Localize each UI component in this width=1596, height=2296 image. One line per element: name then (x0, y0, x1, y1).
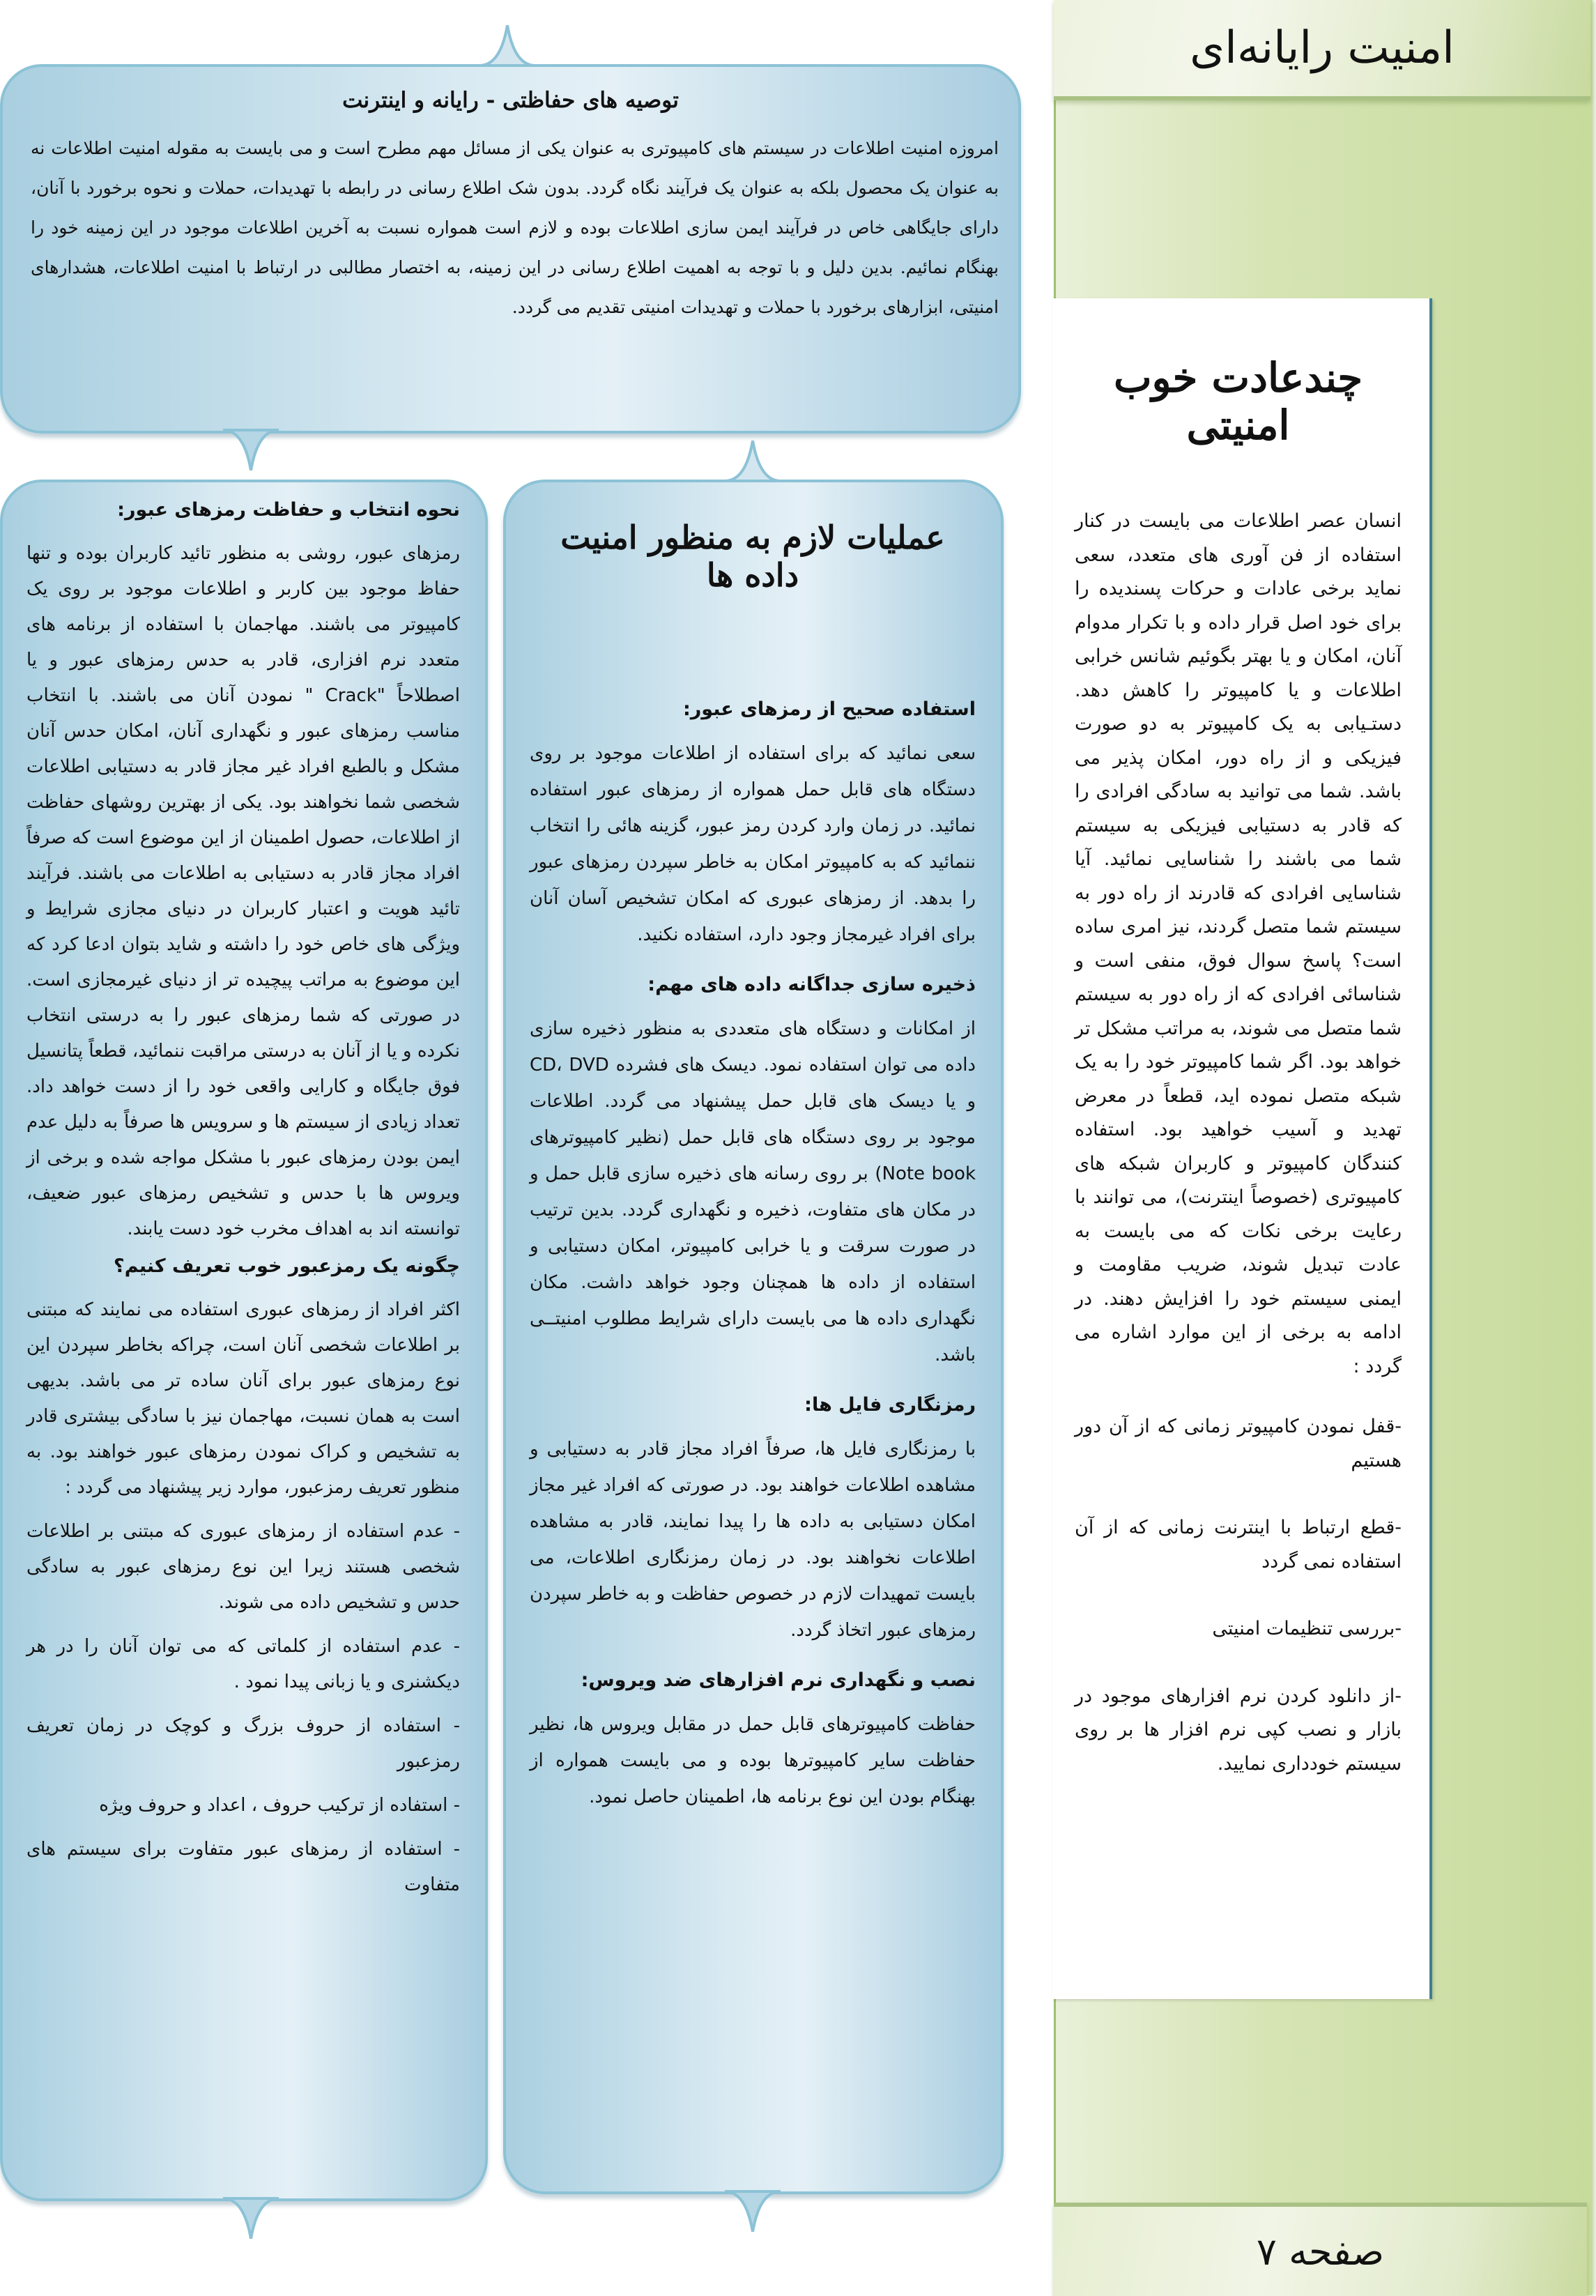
section-heading: ذخیره سازی جداگانه داده های مهم: (647, 974, 976, 995)
good-habits-card (1052, 298, 1432, 1999)
section-body: از امکانات و دستگاه های متعددی به منظور ذخیره سازی داده می توان استفاده نمود. دیسک های فشرده CD، DVD و یا دیسک های قابل حمل پیشنهاد می گردد. اطلاعات موجود بر روی دستگاه های قابل حمل (نظیر کامپیوترهای Note book) بر روی رسانه های ذخیره سازی قابل حمل و در مکان های متفاوت، ذخیره و نگهداری گردد. بدین ترتیب در صورت سرقت و یا خرابی کامپیوتر، امکان دستیابی و استفاده از داده ها همچنان وجود خواهد داشت. مکان نگهداری داده ها می بایست دارای شرایط مطلوب امنیتــی باشد. (530, 1018, 976, 1365)
section-heading: نصب و نگهداری نرم افزارهای ضد ویروس: (581, 1669, 976, 1691)
section-backup (530, 974, 976, 1373)
good-habits-list (1075, 1410, 1402, 1781)
good-habits-intro: انسان عصر اطلاعات می بایست در کنار استفاده از فن آوری های متعدد، سعی نماید برخی عادات و حرکات پسندیده را برای خود اصل قرار داده و با تکرار مدوام آنان، امکان و یا بهتر بگوئیم شانس خرابی اطلاعات و یا کامپیوتر را کاهش دهد. دستـیابی به یک کامپیوتر به دو صورت فیزیکی و از راه دور، امکان پذیر می باشد. شما می توانید به سادگی افرادی را که قادر به دستیابی فیزیکی به سیستم شما می باشند را شناسایی نمائید. آیا شناسایی افرادی که قادرند از راه دور به سیستم شما متصل گردند، نیز امری ساده است؟ پاسخ سوال فوق، منفی است و شناسائی افرادی که از راه دور به سیستم شما متصل می شوند، به مراتب مشکل تر خواهد بود. اگر شما کامپیوتر خود را به یک شبکه متصل نموده اید، قطعاً در معرض تهدید و آسیب خواهید بود. استفاده کنندگان کامپیوتر و کاربران شبکه های کامپیوتری (خصوصاً اینترنت)، می توانند با رعایت برخی نکات که می بایست به عادت تبدیل شوند، ضریب مقاومت و ایمنی سیستم خود را افزایش دهند. در ادامه به برخی از این موارد اشاره می گردد : (1075, 510, 1402, 1377)
security-tips-body: امروزه امنیت اطلاعات در سیستم های کامپیوتری به عنوان یکی از مسائل مهم مطرح است و می بایست به مقوله امنیت اطلاعات نه به عنوان یک محصول بلکه به عنوان یک فرآیند نگاه گردد. بدون شک اطلاع رسانی در رابطه با تهدیدات، حملات و نحوه برخورد با آنان، دارای جایگاهی خاص در فرآیند ایمن سازی اطلاعات بوده و لازم است همواره نسبت به آخرین اطلاعات موجود در این زمینه خود را بهنگام نمائیم. بدین دلیل و با توجه به اهمیت اطلاع رسانی در این زمینه، به اختصار مطالبی در ارتباط با امنیت اطلاعات، هشدارهای امنیتی، ابزارهای برخورد با حملات و تهدیدات امنیتی تقدیم می گردد. (31, 138, 999, 317)
good-password-heading: چگونه یک رمزعبور خوب تعریف کنیم؟ (114, 1255, 460, 1277)
password-rule-item: - استفاده از ترکیب حروف ، اعداد و حروف ویژه (99, 1795, 460, 1816)
section-title-band (1054, 0, 1590, 100)
good-password-body: اکثر افراد از رمزهای عبوری استفاده می نمایند که مبتنی بر اطلاعات شخصی آنان است، چراکه بخاطر سپردن این نوع رمزهای عبور برای آنان ساده تر می باشد. بدیهی است به همان نسبت، مهاجمان نیز با سادگی بیشتری قادر به تشخیص و کراک نمودن رمزهای عبور خواهند بود. به منظور تعریف رمزعبور، موارد زیر پیشنهاد می گردد : (26, 1299, 460, 1498)
habit-item: -بررسی تنظیمات امنیتی (1212, 1618, 1402, 1639)
data-security-title: عملیات لازم به منظور امنیت داده ها (560, 519, 945, 594)
section-body: سعی نمائید که برای استفاده از اطلاعات موجود بر روی دستگاه های قابل حمل همواره از رمزهای عبور استفاده نمائید. در زمان وارد کردن رمز عبور، گزینه هائی را انتخاب ننمائید که به کامپیوتر امکان به خاطر سپردن رمزهای عبور را بدهد. از رمزهای عبوری که امکان تشخیص آسان آنان برای افراد غیرمجاز وجود دارد، استفاده نکنید. (530, 743, 976, 945)
habit-item: -قفل نمودن کامپیوتر زمانی که از آن دور هستیم (1075, 1416, 1402, 1471)
habit-item: -از دانلود کردن نرم افزارهای موجود در بازار و نصب کپی نرم افزار ها بر روی سیستم خودداری نمایید. (1075, 1685, 1402, 1775)
data-security-callout (503, 480, 1004, 2194)
password-rule-item: - استفاده از رمزهای عبور متفاوت برای سیستم های متفاوت (26, 1839, 460, 1895)
password-guide-callout (0, 480, 488, 2201)
callout-pointer-bottom (223, 2197, 279, 2239)
page-number: صفحه ۷ (1256, 2229, 1385, 2274)
good-habits-title: چندعادت خوب امنیتی (1113, 354, 1363, 449)
section-body: با رمزنگاری فایل ها، صرفاً افراد مجاز قادر به دستیابی و مشاهده اطلاعات خواهند بود. در صورتی که افراد غیر مجاز امکان دستیابی به داده ها را پیدا نمایند، قادر به مشاهده اطلاعات نخواهند بود. در زمان رمزنگاری اطلاعات، می بایست تمهیدات لازم در خصوص حفاظت و به خاطر سپردن رمزهای عبور اتخاذ گردد. (530, 1439, 976, 1641)
password-selection-heading: نحوه انتخاب و حفاظت رمزهای عبور: (117, 499, 460, 521)
section-encryption (530, 1394, 976, 1648)
callout-pointer-top (479, 25, 535, 67)
section-passwords (530, 698, 976, 953)
callout-pointer-top (725, 441, 781, 482)
section-antivirus (530, 1669, 976, 1815)
page-number-band (1054, 2203, 1587, 2296)
callout-pointer-bottom (223, 429, 279, 470)
section-body: حفاظت کامپیوترهای قابل حمل در مقابل ویروس ها، نظیر حفاظت سایر کامپیوترها بوده و می بایست همواره از بهنگام بودن این نوع برنامه ها، اطمینان حاصل نمود. (530, 1714, 976, 1807)
callout-pointer-bottom (725, 2190, 781, 2232)
security-tips-title: توصیه های حفاظتی - رایانه و اینترنت (342, 88, 679, 113)
section-heading: رمزنگاری فایل ها: (804, 1394, 976, 1416)
password-rule-item: - استفاده از حروف بزرگ و کوچک در زمان تعریف رمزعبور (26, 1715, 460, 1772)
password-rule-item: - عدم استفاده از کلماتی که می توان آنان را در هر دیکشنری و یا زبانی پیدا نمود . (26, 1636, 460, 1692)
password-rule-item: - عدم استفاده از رمزهای عبوری که مبتنی بر اطلاعات شخصی هستند زیرا این نوع رمزهای عبور به سادگی حدس و تشخیص داده می شوند. (26, 1521, 460, 1613)
password-selection-body: رمزهای عبور، روشی به منظور تائید کاربران بوده و تنها حفاظ موجود بین کاربر و اطلاعات موجود بر روی یک کامپیوتر می باشند. مهاجمان با استفاده از برنامه های متعدد نرم افزاری، قادر به حدس رمزهای عبور و یا اصطلاحاً "Crack " نمودن آنان می باشند. با انتخاب مناسب رمزهای عبور و نگهداری آنان، امکان حدس آنان مشکل و بالطبع افراد غیر مجاز قادر به دستیابی اطلاعات شخصی شما نخواهند بود. یکی از بهترین روشهای حفاظت از اطلاعات، حصول اطمینان از این موضوع است که صرفاً افراد مجاز قادر به دستیابی به اطلاعات می باشند. فرآیند تائید هویت و اعتبار کاربران در دنیای مجازی شرایط و ویژگی های خاص خود را داشته و شاید بتوان ادعا کرد که این موضوع به مراتب پیچیده تر از دنیای غیرمجازی است. در صورتی که شما رمزهای عبور را به درستی انتخاب نکرده و یا از آنان به درستی مراقبت ننمائید، قطعاً پتانسیل فوق جایگاه و کارایی واقعی خود را از دست خواهد داد. تعداد زیادی از سیستم ها و سرویس ها صرفاً به دلیل عدم ایمن بودن رمزهای عبور با مشکل مواجه شده و برخی از ویروس ها با حدس و تشخیص رمزهای عبور ضعیف، توانسته اند به اهداف مخرب خود دست یابند. (26, 543, 460, 1239)
habit-item: -قطع ارتباط با اینترنت زمانی که از آن استفاده نمی گردد (1075, 1517, 1402, 1572)
section-title: امنیت رایانه‌ای (1190, 22, 1455, 74)
security-tips-callout (0, 64, 1021, 434)
section-heading: استفاده صحیح از رمزهای عبور: (682, 698, 976, 720)
